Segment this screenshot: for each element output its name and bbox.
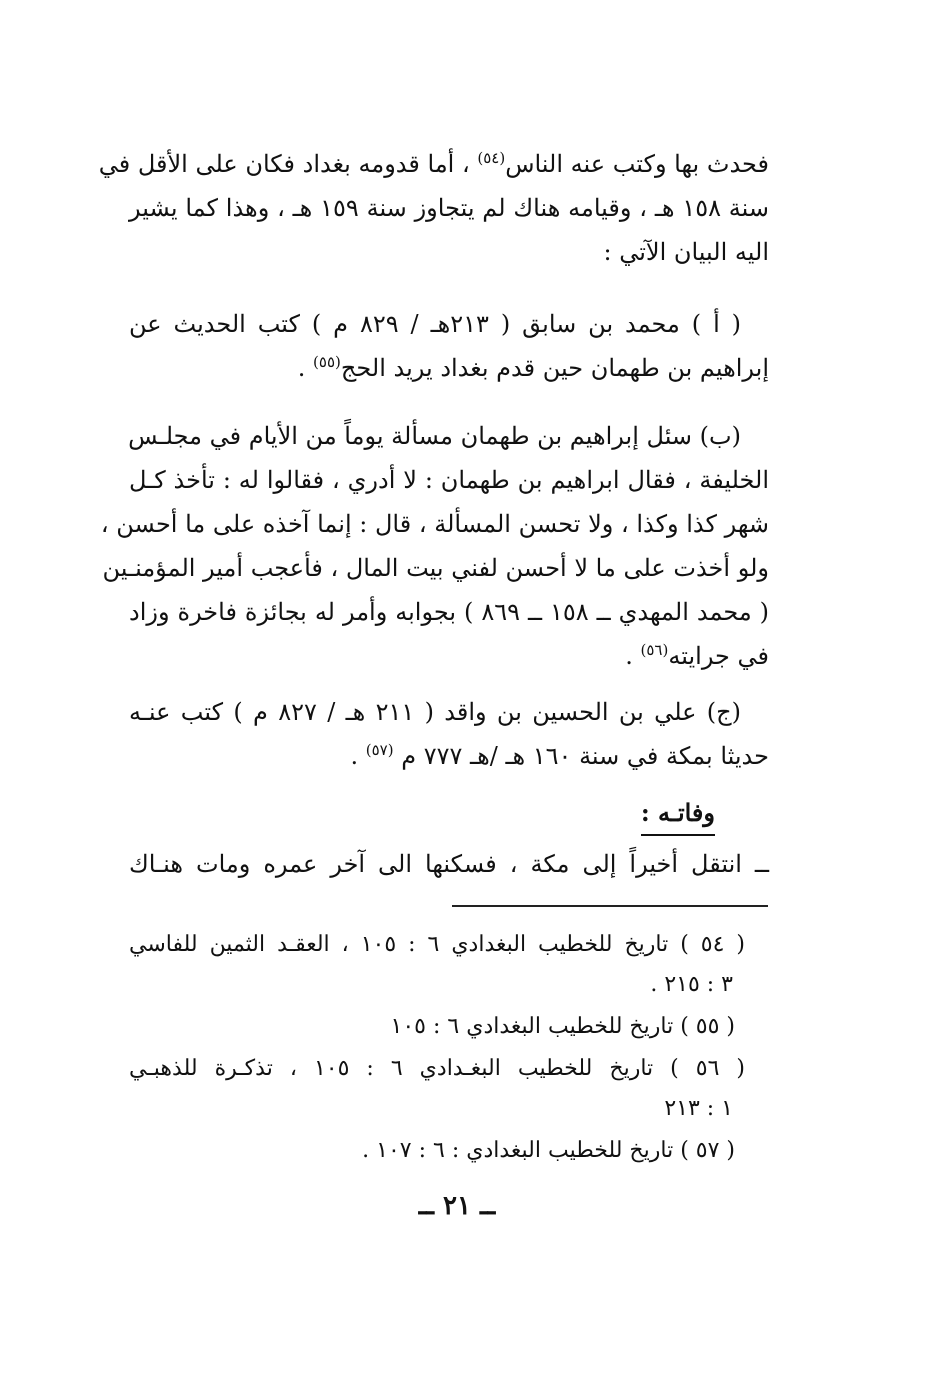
text-line: ــ انتقل أخيراً إلى مكة ، فسكنها الى آخر عمره ومات هنـاك [129,850,769,878]
text-line [129,346,769,390]
footnote-ref-56: (٥٦) [640,641,669,659]
text-line: ( أ ) محمد بن سابق ( ٢١٣هـ / ٨٢٩ م ) كتب الحديث عن [129,310,742,338]
text-line: شهر كذا وكذا ، ولا تحسن المسألة ، قال : إنما آخذه على ما أحسن ، [100,510,769,538]
footnote-57 [129,1131,769,1171]
text-line: سنة ١٥٨ هـ ، وقيامه هناك لم يتجاوز سنة ١٥٩ هـ ، وهذا كما يشير [129,194,769,222]
footnote-line: ( ٥٤ ) تاريخ للخطيب البغدادي ٦ : ١٠٥ ، العقـد الثمين للفاسي [129,932,745,957]
text-run: حديثا بمكة في سنة ١٦٠ هـ /هـ ٧٧٧ م [393,742,769,770]
text-run: في جرايته [668,642,769,670]
text-line: (ب) سئل إبراهيم بن طهمان مسألة يوماً من الأيام في مجلـس [128,422,741,450]
footnote-line: ١ : ٢١٣ [664,1096,733,1121]
text-line: ولو أخذت على ما لا أحسن لفني بيت المال ، فأعجب أمير المؤمنـين [102,554,769,582]
paragraph-item-a [129,302,769,390]
paragraph-item-c [129,690,769,778]
footnote-line: ( ٥٧ ) تاريخ للخطيب البغدادي : ٦ : ١٠٧ . [362,1138,735,1163]
page-number: ــ ٢١ ــ [418,1191,496,1221]
footnote-divider [452,905,768,907]
text-line: الخليفة ، فقال ابراهيم بن طهمان : لا أدري ، فقالوا له : تأخذ كـل [129,466,769,494]
text-run: إبراهيم بن طهمان حين قدم بغداد يريد الحج [340,354,769,382]
text-line: (ج) علي بن الحسين بن واقد ( ٢١١ هـ / ٨٢٧ م ) كتب عنـه [129,698,741,726]
footnote-line: ٣ : ٢١٥ . [650,972,733,997]
text-line [129,734,769,778]
footnote-line: ( ٥٥ ) تاريخ للخطيب البغدادي ٦ : ١٠٥ [390,1014,735,1039]
footnotes [129,925,769,1171]
footnote-ref-54: (٥٤) [477,149,506,167]
text-line [98,142,769,186]
text-line: اليه البيان الآتي : [603,238,769,266]
footnote-ref-55: (٥٥) [313,353,341,371]
text-run: . [297,354,314,382]
text-run: . [625,642,641,670]
footnote-line: ( ٥٦ ) تاريخ للخطيب البغـدادي ٦ : ١٠٥ ، تذكـرة للذهبـي [129,1056,745,1081]
text-run: . [350,742,366,770]
footnote-54 [129,925,769,1005]
text-line [129,634,769,678]
paragraph-intro [98,142,769,274]
text-line: ( محمد المهدي ــ ١٥٨ ــ ٨٦٩ ) بجوابه وأمر له بجائزة فاخرة وزاد [129,598,770,626]
footnote-ref-57: (٥٧) [365,741,394,759]
section-heading: وفاتـه : [641,796,715,836]
text-run: فحدث بها وكتب عنه الناس [505,150,769,178]
paragraph-item-b [100,414,770,678]
footnote-56 [129,1049,769,1129]
text-run: ، أما قدومه بغداد فكان على الأقل في [98,150,478,178]
footnote-55 [129,1007,769,1047]
paragraph-death [129,842,769,886]
